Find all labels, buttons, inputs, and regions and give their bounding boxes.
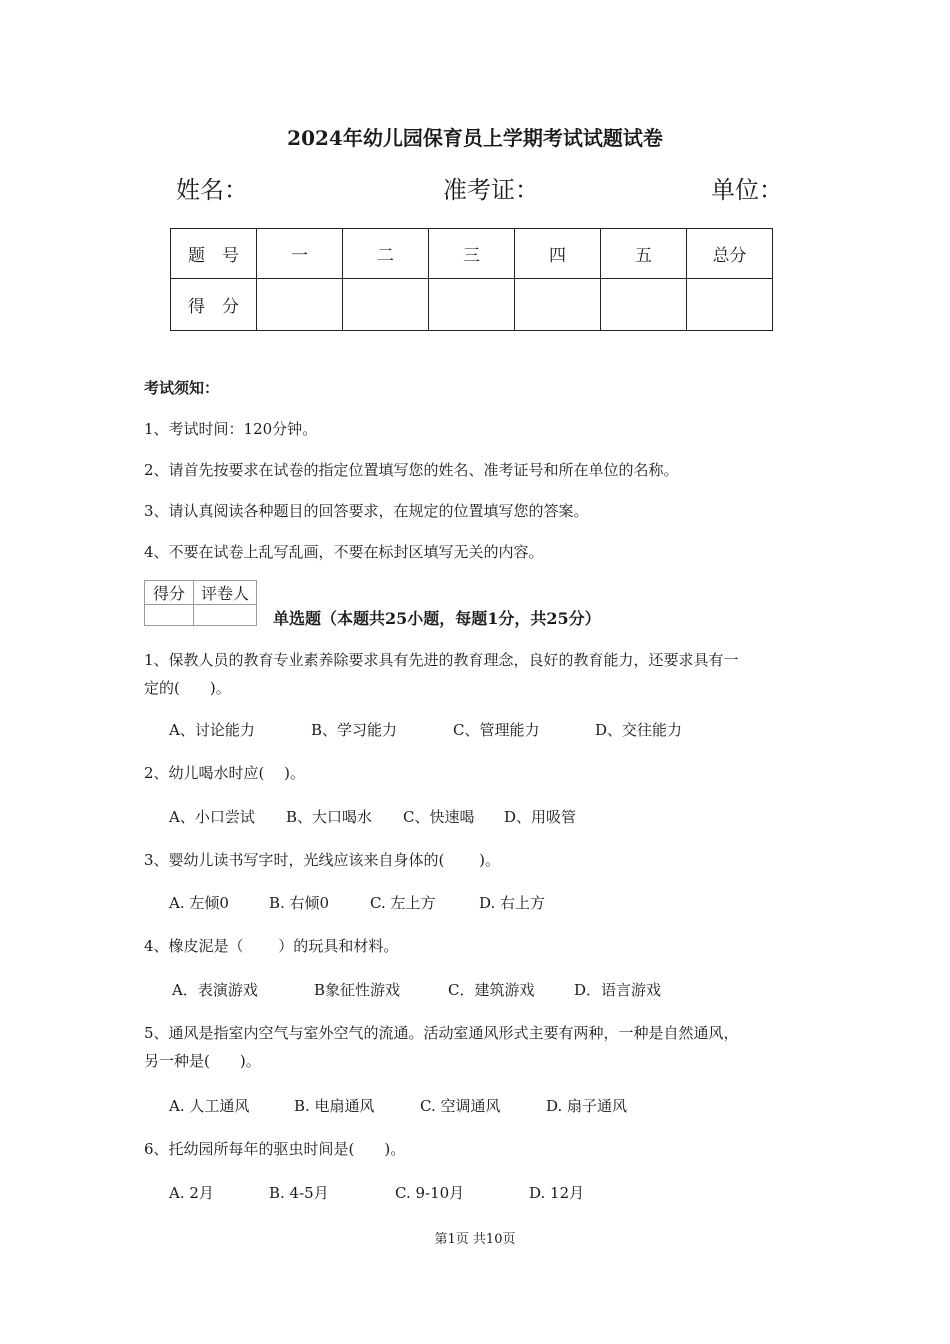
notice-item: 4、不要在试卷上乱写乱画，不要在标封区填写无关的内容。 [144, 543, 544, 561]
answer-option[interactable]: C. 左上方 [370, 894, 436, 912]
answer-option[interactable]: B象征性游戏 [314, 981, 401, 999]
answer-option[interactable]: C．建筑游戏 [448, 981, 535, 999]
answer-option[interactable]: D. 右上方 [479, 894, 546, 912]
answer-option[interactable]: B、学习能力 [311, 721, 398, 739]
page-footer: 第1页 共10页 [434, 1232, 516, 1247]
answer-option[interactable]: D、用吸管 [504, 808, 577, 826]
score-cell[interactable] [515, 279, 601, 331]
question-text: 2、幼儿喝水时应( )。 [144, 764, 306, 782]
answer-option[interactable]: D. 扇子通风 [546, 1097, 628, 1115]
score-cell[interactable] [687, 279, 773, 331]
question-text: 5、通风是指室内空气与室外空气的流通。活动室通风形式主要有两种，一种是自然通风， [144, 1024, 739, 1042]
question-text-continued: 另一种是( )。 [144, 1052, 261, 1070]
grader-box-score-cell[interactable] [145, 605, 194, 626]
score-cell[interactable] [343, 279, 429, 331]
answer-option[interactable]: B. 4-5月 [269, 1184, 329, 1202]
notice-item: 1、考试时间：120分钟。 [144, 420, 318, 438]
score-table-header-cell: 题 号 [171, 229, 257, 279]
unit-field-label: 单位： [711, 176, 783, 204]
answer-option[interactable]: D、交往能力 [595, 721, 683, 739]
score-table [170, 228, 773, 331]
score-table-header-cell: 四 [515, 229, 601, 279]
section-title: 单选题（本题共25小题，每题1分，共25分） [273, 609, 601, 628]
notice-item: 3、请认真阅读各种题目的回答要求，在规定的位置填写您的答案。 [144, 502, 589, 520]
answer-option[interactable]: A．表演游戏 [172, 981, 258, 999]
grader-box [144, 580, 257, 626]
answer-option[interactable]: A. 左倾0 [169, 894, 229, 912]
score-table-header-cell: 总分 [687, 229, 773, 279]
score-row-label: 得 分 [171, 279, 257, 331]
exam-title: 2024年幼儿园保育员上学期考试试题试卷 [287, 126, 663, 150]
exam-number-field-label: 准考证： [443, 176, 539, 204]
grader-box-grader-cell[interactable] [194, 605, 257, 626]
question-text: 6、托幼园所每年的驱虫时间是( )。 [144, 1140, 406, 1158]
question-text: 4、橡皮泥是（ ）的玩具和材料。 [144, 937, 399, 955]
answer-option[interactable]: C、管理能力 [453, 721, 540, 739]
answer-option[interactable]: C. 空调通风 [420, 1097, 501, 1115]
score-table-header-cell: 三 [429, 229, 515, 279]
answer-option[interactable]: C. 9-10月 [395, 1184, 465, 1202]
question-text: 1、保教人员的教育专业素养除要求具有先进的教育理念，良好的教育能力，还要求具有一 [144, 651, 739, 669]
question-text: 3、婴幼儿读书写字时，光线应该来自身体的( )。 [144, 851, 501, 869]
answer-option[interactable]: D. 12月 [529, 1184, 585, 1202]
answer-option[interactable]: A. 人工通风 [169, 1097, 250, 1115]
answer-option[interactable]: B. 右倾0 [269, 894, 330, 912]
answer-option[interactable]: D．语言游戏 [574, 981, 662, 999]
notice-item: 2、请首先按要求在试卷的指定位置填写您的姓名、准考证号和所在单位的名称。 [144, 461, 679, 479]
name-field-label: 姓名： [176, 176, 248, 204]
answer-option[interactable]: C、快速喝 [403, 808, 475, 826]
answer-option[interactable]: B. 电扇通风 [294, 1097, 375, 1115]
score-table-header-cell: 二 [343, 229, 429, 279]
answer-option[interactable]: B、大口喝水 [286, 808, 373, 826]
grader-box-score-label: 得分 [145, 581, 194, 605]
answer-option[interactable]: A、小口尝试 [169, 808, 255, 826]
score-cell[interactable] [601, 279, 687, 331]
score-cell[interactable] [429, 279, 515, 331]
answer-option[interactable]: A. 2月 [169, 1184, 214, 1202]
question-text-continued: 定的( )。 [144, 679, 231, 697]
score-table-header-cell: 一 [257, 229, 343, 279]
answer-option[interactable]: A、讨论能力 [169, 721, 255, 739]
score-table-header-cell: 五 [601, 229, 687, 279]
grader-box-grader-label: 评卷人 [194, 581, 257, 605]
notice-heading: 考试须知： [144, 379, 220, 397]
score-cell[interactable] [257, 279, 343, 331]
